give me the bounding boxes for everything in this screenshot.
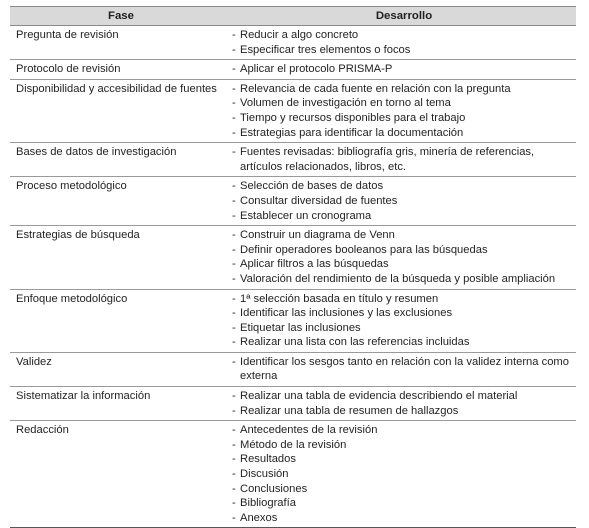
bullet-dash: - [232, 82, 236, 95]
item-text: Construir un diagrama de Venn [240, 229, 395, 242]
item-text: Aplicar el protocolo PRISMA-P [240, 63, 393, 76]
bullet-dash: - [232, 43, 236, 56]
item-text: Anexos [240, 511, 278, 524]
phase-cell: Estrategias de búsqueda [16, 229, 140, 242]
list-item [232, 321, 576, 336]
item-text: Estrategias para identificar la documentación [240, 126, 464, 139]
item-text: Valoración del rendimiento de la búsqueda y posible ampliación [240, 272, 556, 285]
development-cell [232, 145, 576, 174]
bullet-dash: - [232, 482, 236, 495]
bullet-dash: - [232, 243, 236, 256]
item-text: Conclusiones [240, 482, 308, 495]
phase-cell: Disponibilidad y accesibilidad de fuentes [16, 82, 217, 95]
bullet-dash: - [232, 438, 236, 451]
development-cell [232, 355, 576, 384]
phase-cell: Pregunta de revisión [16, 29, 119, 41]
bullet-dash: - [232, 321, 236, 334]
list-item [232, 28, 576, 43]
bullet-dash: - [232, 146, 236, 159]
bullet-dash: - [232, 390, 236, 403]
phase-cell: Bases de datos de investigación [16, 146, 177, 159]
development-cell [232, 28, 576, 57]
item-text: Consultar diversidad de fuentes [240, 194, 398, 207]
table-header [10, 6, 576, 26]
list-item [232, 511, 576, 526]
table-row [10, 226, 576, 289]
list-item [232, 111, 576, 126]
list-item [232, 194, 576, 209]
list-item [232, 496, 576, 511]
phase-cell: Validez [16, 355, 52, 368]
bullet-dash: - [232, 424, 236, 437]
item-text: Reducir a algo concreto [240, 29, 359, 41]
list-item [232, 43, 576, 58]
phase-cell: Protocolo de revisión [16, 63, 121, 76]
bullet-dash: - [232, 355, 236, 368]
bullet-dash: - [232, 336, 236, 349]
item-text: Identificar las inclusiones y las exclusiones [240, 307, 453, 320]
item-text: Discusión [240, 468, 289, 481]
bullet-dash: - [232, 180, 236, 193]
bullet-dash: - [232, 468, 236, 481]
item-text: Resultados [240, 453, 296, 466]
bullet-dash: - [232, 194, 236, 207]
table-row [10, 290, 576, 353]
list-item [232, 306, 576, 321]
item-text: Aplicar filtros a las búsquedas [240, 258, 389, 271]
phase-cell: Enfoque metodológico [16, 292, 128, 305]
bullet-dash: - [232, 258, 236, 271]
bullet-dash: - [232, 29, 236, 41]
list-item [232, 438, 576, 453]
development-cell [232, 82, 576, 140]
bullet-dash: - [232, 511, 236, 524]
list-item [232, 62, 576, 77]
list-item [232, 404, 576, 419]
item-text: Método de la revisión [240, 438, 347, 451]
bullet-dash: - [232, 497, 236, 510]
list-item [232, 335, 576, 350]
item-text: Volumen de investigación en torno al tema [240, 97, 451, 110]
list-item [232, 209, 576, 224]
item-text: Realizar una lista con las referencias incluidas [240, 336, 470, 349]
list-item [232, 355, 576, 384]
development-cell [232, 228, 576, 286]
bullet-dash: - [232, 111, 236, 124]
table-row [10, 60, 576, 80]
item-text: Establecer un cronograma [240, 209, 372, 222]
bullet-dash: - [232, 229, 236, 242]
table-body [10, 26, 576, 528]
item-text: 1ª selección basada en título y resumen [240, 292, 439, 305]
item-text: Selección de bases de datos [240, 180, 384, 193]
bullet-dash: - [232, 209, 236, 222]
item-text: Relevancia de cada fuente en relación con la pregunta [240, 82, 511, 95]
list-item [232, 96, 576, 111]
list-item [232, 292, 576, 307]
item-text: Realizar una tabla de resumen de hallazgos [240, 404, 459, 417]
bullet-dash: - [232, 272, 236, 285]
header-desarrollo: Desarrollo [375, 9, 433, 22]
item-text: Realizar una tabla de evidencia describiendo el material [240, 390, 518, 403]
item-text: Definir operadores booleanos para las búsquedas [240, 243, 488, 256]
list-item [232, 257, 576, 272]
header-fase: Fase [108, 9, 134, 22]
table-row [10, 143, 576, 177]
bullet-dash: - [232, 453, 236, 466]
development-cell [232, 423, 576, 525]
list-item [232, 82, 576, 97]
item-text: Identificar los sesgos tanto en relación con la validez interna como externa [240, 355, 569, 383]
table-row [10, 421, 576, 528]
development-cell [232, 292, 576, 350]
list-item [232, 423, 576, 438]
development-cell [232, 179, 576, 223]
phases-table [10, 6, 576, 528]
bullet-dash: - [232, 97, 236, 110]
table-row [10, 177, 576, 226]
item-text: Antecedentes de la revisión [240, 424, 378, 437]
phase-cell: Sistematizar la información [16, 390, 151, 403]
list-item [232, 243, 576, 258]
list-item [232, 452, 576, 467]
item-text: Etiquetar las inclusiones [240, 321, 361, 334]
list-item [232, 126, 576, 141]
bullet-dash: - [232, 126, 236, 139]
list-item [232, 145, 576, 174]
list-item [232, 389, 576, 404]
item-text: Bibliografía [240, 497, 296, 510]
list-item [232, 228, 576, 243]
item-text: Fuentes revisadas: bibliografía gris, minería de referencias, artículos relacionados, libros, etc. [240, 146, 535, 173]
bullet-dash: - [232, 404, 236, 417]
phase-cell: Redacción [16, 424, 69, 437]
bullet-dash: - [232, 307, 236, 320]
list-item [232, 179, 576, 194]
table-row [10, 387, 576, 421]
item-text: Tiempo y recursos disponibles para el trabajo [240, 111, 466, 124]
list-item [232, 482, 576, 497]
phase-cell: Proceso metodológico [16, 180, 127, 193]
list-item [232, 467, 576, 482]
development-cell [232, 62, 576, 77]
development-cell [232, 389, 576, 418]
list-item [232, 272, 576, 287]
table-row [10, 353, 576, 387]
bullet-dash: - [232, 292, 236, 305]
table-row [10, 26, 576, 60]
table-row [10, 80, 576, 143]
bullet-dash: - [232, 63, 236, 76]
item-text: Especificar tres elementos o focos [240, 43, 411, 56]
